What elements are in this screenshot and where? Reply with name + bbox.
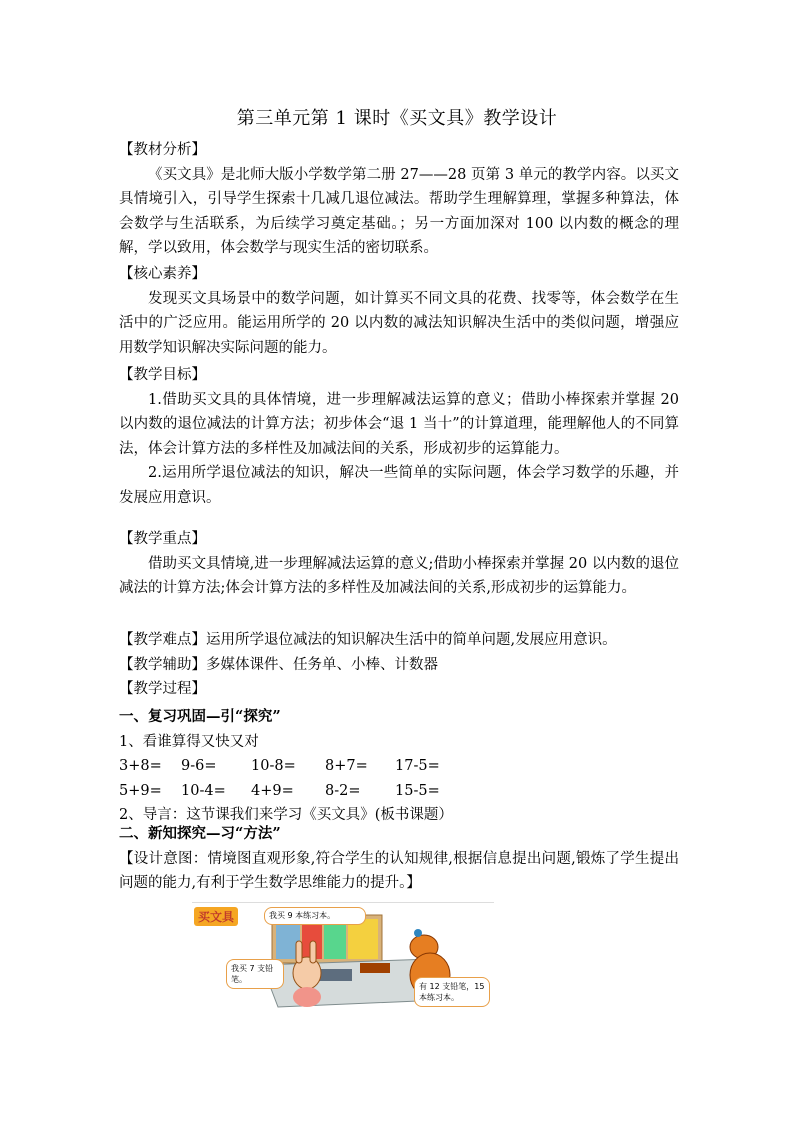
- goal-item: 2.运用所学退位减法的知识，解决一些简单的实际问题，体会学习数学的乐趣，并发展应用意识。: [119, 465, 679, 506]
- section-aids: [119, 653, 679, 678]
- part-new-knowledge: [119, 822, 679, 896]
- section-difficulties: [119, 628, 679, 653]
- section-paragraph: 《买文具》是北师大版小学数学第二册 27——28 页第 3 单元的教学内容。以买文具情境引入，引导学生探索十几减几退位减法。帮助学生理解算理，掌握多种算法，体会数学与生活联系，为后续学习奠定基础。；另一方面加深对 100 以内数的概念的理解，学以致用，体会数学与现实生活的密切联系。: [119, 166, 679, 257]
- document-title: 第三单元第 1 课时《买文具》教学设计: [236, 108, 558, 129]
- speech-bubble-top: 我买 9 本练习本。: [264, 907, 366, 925]
- section-process: [119, 677, 679, 702]
- exercise-cell: 3+8=: [119, 758, 162, 775]
- part-item: 2、导言：这节课我们来学习《买文具》(板书课题）: [119, 807, 453, 824]
- exercise-cell: 15-5=: [395, 782, 440, 799]
- figure-tag: 买文具: [194, 907, 238, 926]
- exercise-cell: 10-4=: [181, 782, 226, 799]
- section-heading: 【教学重点】: [119, 531, 206, 547]
- section-key-points: [119, 527, 679, 601]
- exercise-cell: 10-8=: [251, 758, 296, 775]
- goal-item: 1.借助买文具的具体情境，进一步理解减法运算的意义；借助小棒探索并掌握 20 以内数的退位减法的计算方法；初步体会“退 1 当十”的计算道理，能理解他人的不同算法，体会计算方法的多样性及加减法间的关系，形成初步的运算能力。: [119, 391, 679, 457]
- section-text: 多媒体课件、任务单、小棒、计数器: [206, 657, 438, 673]
- speech-bubble-right: 有 12 支铅笔，15 本练习本。: [414, 977, 490, 1007]
- section-heading: 【教学辅助】: [119, 657, 206, 673]
- section-heading: 【教材分析】: [119, 142, 206, 158]
- exercise-cell: 4+9=: [251, 782, 294, 799]
- exercise-cell: 5+9=: [119, 782, 162, 799]
- exercise-cell: 17-5=: [395, 758, 440, 775]
- shopping-illustration: [192, 902, 494, 1011]
- section-teaching-goals: [119, 363, 679, 511]
- design-intent: 【设计意图：情境图直观形象,符合学生的认知规律,根据信息提出问题,锻炼了学生提出问题的能力,有利于学生数学思维能力的提升。】: [119, 850, 679, 892]
- exercise-cell: 8+7=: [325, 758, 368, 775]
- speech-bubble-left: 我买 7 支铅笔。: [226, 959, 284, 989]
- part-heading: 一、复习巩固—引“探究”: [119, 708, 281, 725]
- part-item: 1、看谁算得又快又对: [119, 733, 259, 750]
- section-paragraph: 发现买文具场景中的数学问题，如计算买不同文具的花费、找零等，体会数学在生活中的广泛应用。能运用所学的 20 以内数的减法知识解决生活中的类似问题，增强应用数学知识解决实际问题的能力。: [119, 290, 679, 356]
- section-heading: 【教学难点】: [119, 632, 206, 648]
- section-text: 运用所学退位减法的知识解决生活中的简单问题,发展应用意识。: [206, 632, 617, 648]
- section-textbook-analysis: [119, 138, 679, 261]
- exercise-cell: 9-6=: [181, 758, 217, 775]
- section-core-literacy: [119, 262, 679, 360]
- exercise-row: [119, 754, 679, 779]
- exercise-row: [119, 779, 679, 804]
- part-heading: 二、新知探究—习“方法”: [119, 825, 281, 842]
- section-heading: 【教学过程】: [119, 681, 206, 697]
- section-heading: 【教学目标】: [119, 367, 206, 383]
- section-paragraph: 借助买文具情境,进一步理解减法运算的意义;借助小棒探索并掌握 20 以内数的退位减法的计算方法;体会计算方法的多样性及加减法间的关系,形成初步的运算能力。: [119, 555, 679, 597]
- section-heading: 【核心素养】: [119, 266, 206, 282]
- exercise-cell: 8-2=: [325, 782, 361, 799]
- part-review: [119, 705, 679, 828]
